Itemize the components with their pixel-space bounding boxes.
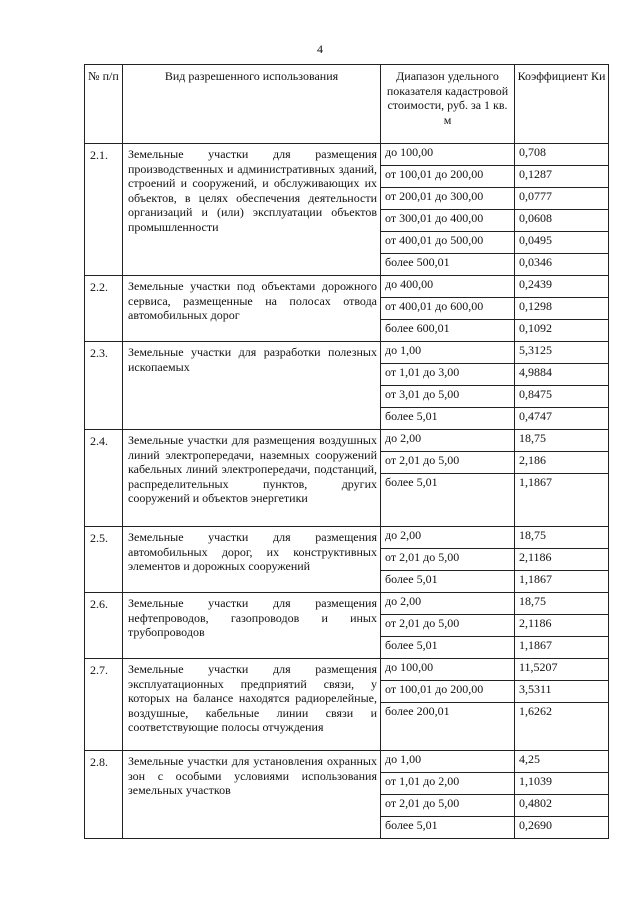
value-range: более 500,01 [381,254,515,276]
value-range: более 5,01 [381,637,515,659]
table-row [85,751,609,773]
row-number: 2.6. [85,593,123,659]
table-row [85,527,609,549]
value-range: до 100,00 [381,659,515,681]
value-range: более 5,01 [381,817,515,839]
coefficient-value: 0,1298 [515,298,609,320]
value-range: от 300,01 до 400,00 [381,210,515,232]
value-range: от 2,01 до 5,00 [381,615,515,637]
coefficient-value: 2,186 [515,452,609,474]
row-number: 2.7. [85,659,123,751]
coefficient-value: 0,1287 [515,166,609,188]
coefficient-value: 1,6262 [515,703,609,751]
coefficient-value: 0,2690 [515,817,609,839]
coefficient-value: 3,5311 [515,681,609,703]
coefficient-value: 1,1867 [515,637,609,659]
value-range: от 2,01 до 5,00 [381,549,515,571]
row-number: 2.5. [85,527,123,593]
coefficient-value: 0,0608 [515,210,609,232]
coefficient-value: 2,1186 [515,549,609,571]
coefficient-value: 0,0346 [515,254,609,276]
coefficient-value: 11,5207 [515,659,609,681]
value-range: более 600,01 [381,320,515,342]
usage-description: Земельные участки для размещения автомобильных дорог, их конструктивных элементов и дорожных сооружений [123,527,381,593]
usage-description: Земельные участки для размещения нефтепроводов, газопроводов и иных трубопроводов [123,593,381,659]
table-row [85,593,609,615]
usage-description: Земельные участки для размещения производственных и административных зданий, строений и сооружений, и обслуживающих их объектов, в целях обеспечения деятельности организаций и (или) эксплуатации объектов промышленности [123,144,381,276]
header-usage-type: Вид разрешенного использования [123,65,381,144]
row-number: 2.1. [85,144,123,276]
usage-description: Земельные участки для установления охранных зон с особыми условиями использования земельных участков [123,751,381,839]
coefficient-value: 2,1186 [515,615,609,637]
value-range: от 100,01 до 200,00 [381,681,515,703]
value-range: до 100,00 [381,144,515,166]
coefficient-value: 18,75 [515,430,609,452]
value-range: от 2,01 до 5,00 [381,452,515,474]
coefficient-value: 0,1092 [515,320,609,342]
coefficient-value: 0,708 [515,144,609,166]
row-number: 2.2. [85,276,123,342]
table-header-row [85,65,609,144]
value-range: от 3,01 до 5,00 [381,386,515,408]
value-range: до 1,00 [381,342,515,364]
coefficient-value: 0,0777 [515,188,609,210]
coefficient-value: 18,75 [515,593,609,615]
coefficient-value: 0,0495 [515,232,609,254]
value-range: более 5,01 [381,474,515,527]
value-range: от 100,01 до 200,00 [381,166,515,188]
value-range: до 2,00 [381,527,515,549]
value-range: от 2,01 до 5,00 [381,795,515,817]
value-range: от 400,01 до 600,00 [381,298,515,320]
coefficient-value: 5,3125 [515,342,609,364]
value-range: до 2,00 [381,593,515,615]
coefficient-table [84,64,609,839]
coefficient-value: 0,4802 [515,795,609,817]
coefficient-value: 18,75 [515,527,609,549]
coefficient-value: 0,4747 [515,408,609,430]
header-num: № п/п [85,65,123,144]
coefficient-value: 1,1039 [515,773,609,795]
value-range: более 5,01 [381,571,515,593]
coefficient-value: 1,1867 [515,474,609,527]
table-row [85,430,609,452]
row-number: 2.4. [85,430,123,527]
value-range: до 1,00 [381,751,515,773]
row-number: 2.3. [85,342,123,430]
coefficient-value: 4,9884 [515,364,609,386]
usage-description: Земельные участки для разработки полезных ископаемых [123,342,381,430]
usage-description: Земельные участки для размещения воздушных линий электропередачи, наземных сооружений кабельных линий электропередачи, подстанций, распределительных пунктов, других сооружений и объектов энергетики [123,430,381,527]
coefficient-value: 0,2439 [515,276,609,298]
usage-description: Земельные участки для размещения эксплуатационных предприятий связи, у которых на балансе находятся радиорелейные, воздушные, кабельные линии связи и соответствующие полосы отчуждения [123,659,381,751]
table-body [85,144,609,839]
coefficient-value: 4,25 [515,751,609,773]
table-row [85,276,609,298]
value-range: от 400,01 до 500,00 [381,232,515,254]
table-row [85,144,609,166]
header-value-range: Диапазон удельного показателя кадастровой стоимости, руб. за 1 кв. м [381,65,515,144]
value-range: от 1,01 до 2,00 [381,773,515,795]
value-range: от 200,01 до 300,00 [381,188,515,210]
value-range: от 1,01 до 3,00 [381,364,515,386]
coefficient-value: 1,1867 [515,571,609,593]
table-row [85,659,609,681]
header-coefficient: Коэффициент Ки [515,65,609,144]
value-range: более 200,01 [381,703,515,751]
usage-description: Земельные участки под объектами дорожного сервиса, размещенные на полосах отвода автомобильных дорог [123,276,381,342]
value-range: до 400,00 [381,276,515,298]
table-row [85,342,609,364]
row-number: 2.8. [85,751,123,839]
coefficient-value: 0,8475 [515,386,609,408]
value-range: до 2,00 [381,430,515,452]
page-number: 4 [317,42,323,56]
value-range: более 5,01 [381,408,515,430]
